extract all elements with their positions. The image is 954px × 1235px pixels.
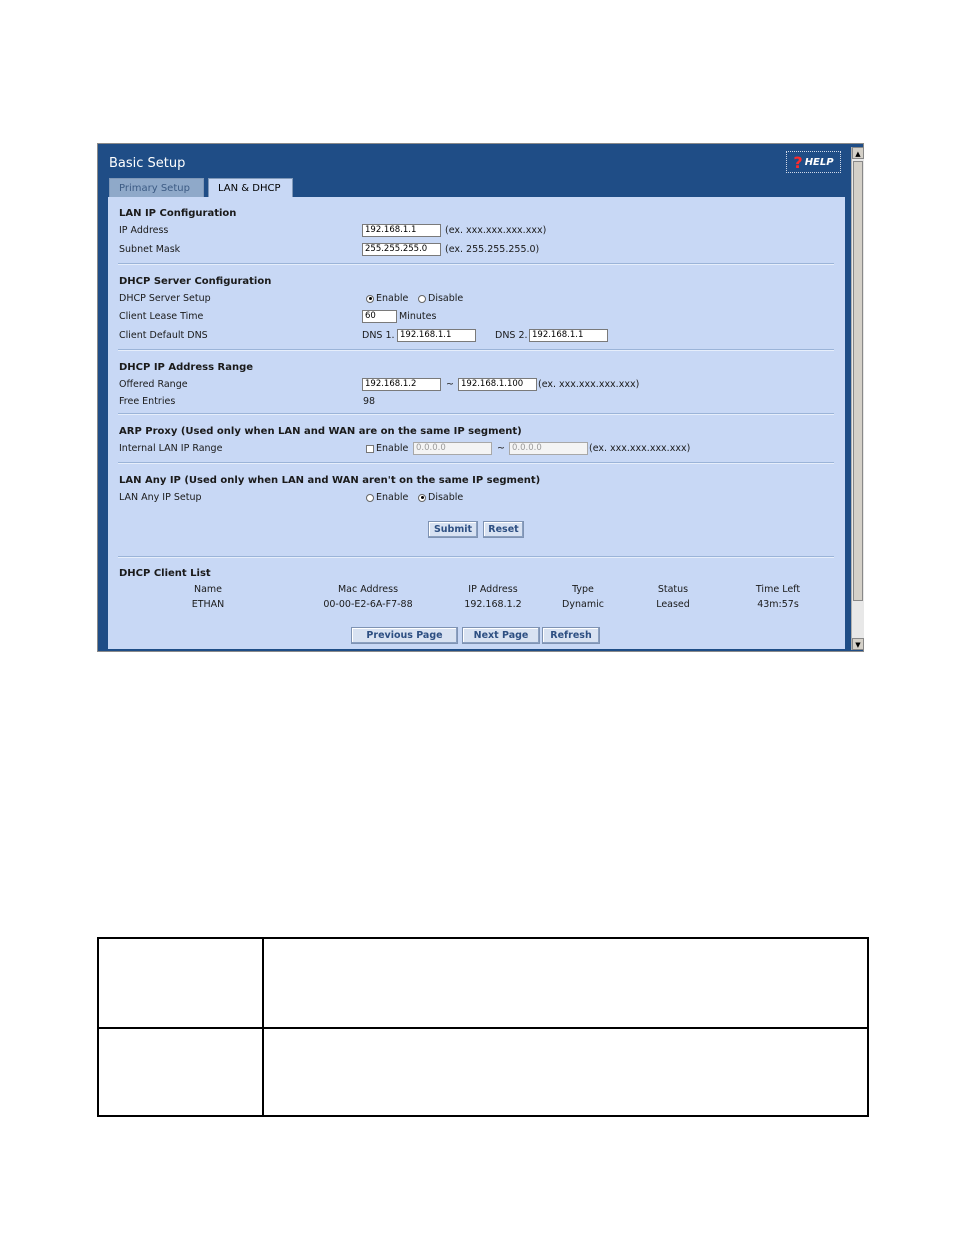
dns1-label: DNS 1. [362, 330, 395, 341]
client-lease-time-input[interactable]: 60 [362, 310, 397, 323]
help-icon: ? [793, 152, 803, 172]
client-default-dns-label: Client Default DNS [119, 330, 208, 341]
basic-setup-window [97, 143, 864, 652]
lan-dhcp-panel [108, 197, 845, 649]
any-ip-disable-label: Disable [428, 492, 464, 503]
free-entries-value: 98 [363, 396, 376, 407]
col-header-ip: IP Address [468, 584, 518, 595]
dhcp-enable-option[interactable] [366, 293, 408, 304]
arp-enable-checkbox[interactable] [366, 445, 374, 453]
help-button[interactable] [786, 151, 841, 173]
dhcp-enable-radio[interactable] [366, 295, 374, 303]
dhcp-disable-option[interactable] [418, 293, 463, 304]
lease-unit-label: Minutes [399, 311, 437, 322]
ip-address-label: IP Address [119, 225, 169, 236]
divider [118, 413, 834, 415]
previous-page-button[interactable]: Previous Page [351, 627, 458, 644]
range-start-input[interactable]: 192.168.1.2 [362, 378, 441, 391]
range-end-input[interactable]: 192.168.1.100 [458, 378, 537, 391]
arrow-up-icon[interactable]: ▲ [852, 147, 864, 159]
subnet-mask-input[interactable]: 255.255.255.0 [362, 243, 441, 256]
submit-button[interactable]: Submit [428, 521, 478, 538]
dhcp-range-section-title: DHCP IP Address Range [119, 362, 254, 373]
arrow-down-icon[interactable]: ▼ [852, 638, 864, 650]
free-entries-label: Free Entries [119, 396, 176, 407]
divider [118, 263, 834, 265]
client-time-left: 43m:57s [757, 599, 799, 610]
tab-primary-setup[interactable]: Primary Setup [109, 178, 204, 197]
col-header-name: Name [193, 584, 223, 595]
range-separator: ~ [446, 379, 454, 390]
client-lease-time-label: Client Lease Time [119, 311, 204, 322]
range-hint: (ex. xxx.xxx.xxx.xxx) [538, 379, 640, 390]
col-header-time-left: Time Left [755, 584, 801, 595]
arp-range-hint: (ex. xxx.xxx.xxx.xxx) [589, 443, 691, 454]
dhcp-server-section-title: DHCP Server Configuration [119, 276, 272, 287]
next-page-button[interactable]: Next Page [462, 627, 540, 644]
arp-enable-label: Enable [376, 443, 409, 454]
lan-ip-section-title: LAN IP Configuration [119, 208, 237, 219]
dhcp-disable-label: Disable [428, 293, 464, 304]
client-mac: 00-00-E2-6A-F7-88 [323, 599, 413, 610]
divider [118, 556, 834, 558]
client-type: Dynamic [562, 599, 604, 610]
dhcp-disable-radio[interactable] [418, 295, 426, 303]
any-ip-disable-option[interactable] [418, 492, 463, 503]
scrollbar-thumb[interactable] [853, 161, 863, 601]
client-ip: 192.168.1.2 [464, 599, 522, 610]
any-ip-enable-label: Enable [376, 492, 409, 503]
dhcp-server-setup-label: DHCP Server Setup [119, 293, 211, 304]
table-row-divider [99, 1027, 867, 1029]
lan-any-ip-setup-label: LAN Any IP Setup [119, 492, 202, 503]
client-status: Leased [656, 599, 690, 610]
any-ip-enable-radio[interactable] [366, 494, 374, 502]
empty-document-table [97, 937, 869, 1117]
col-header-type: Type [572, 584, 594, 595]
window-title: Basic Setup [109, 156, 186, 171]
client-list-title: DHCP Client List [119, 568, 211, 579]
arp-start-input[interactable]: 0.0.0.0 [413, 442, 492, 455]
arp-proxy-section-title: ARP Proxy (Used only when LAN and WAN are on the same IP segment) [119, 426, 522, 437]
divider [118, 349, 834, 351]
divider [118, 462, 834, 464]
reset-button[interactable]: Reset [483, 521, 524, 538]
client-name: ETHAN [191, 599, 225, 610]
arp-range-separator: ~ [497, 443, 505, 454]
dns1-input[interactable]: 192.168.1.1 [397, 329, 476, 342]
any-ip-disable-radio[interactable] [418, 494, 426, 502]
vertical-scrollbar[interactable] [851, 147, 864, 650]
offered-range-label: Offered Range [119, 379, 188, 390]
help-label: HELP [804, 156, 834, 168]
tab-lan-dhcp[interactable]: LAN & DHCP [208, 178, 293, 197]
dns2-label: DNS 2. [495, 330, 528, 341]
refresh-button[interactable]: Refresh [542, 627, 600, 644]
col-header-status: Status [657, 584, 689, 595]
arp-end-input[interactable]: 0.0.0.0 [509, 442, 588, 455]
internal-lan-ip-range-label: Internal LAN IP Range [119, 443, 223, 454]
ip-address-hint: (ex. xxx.xxx.xxx.xxx) [445, 225, 547, 236]
dns2-input[interactable]: 192.168.1.1 [529, 329, 608, 342]
ip-address-input[interactable]: 192.168.1.1 [362, 224, 441, 237]
arp-enable-option[interactable] [366, 443, 408, 454]
lan-any-ip-section-title: LAN Any IP (Used only when LAN and WAN aren't on the same IP segment) [119, 475, 541, 486]
dhcp-enable-label: Enable [376, 293, 409, 304]
any-ip-enable-option[interactable] [366, 492, 408, 503]
table-column-divider [262, 939, 264, 1115]
subnet-mask-label: Subnet Mask [119, 244, 181, 255]
col-header-mac: Mac Address [337, 584, 399, 595]
subnet-mask-hint: (ex. 255.255.255.0) [445, 244, 540, 255]
